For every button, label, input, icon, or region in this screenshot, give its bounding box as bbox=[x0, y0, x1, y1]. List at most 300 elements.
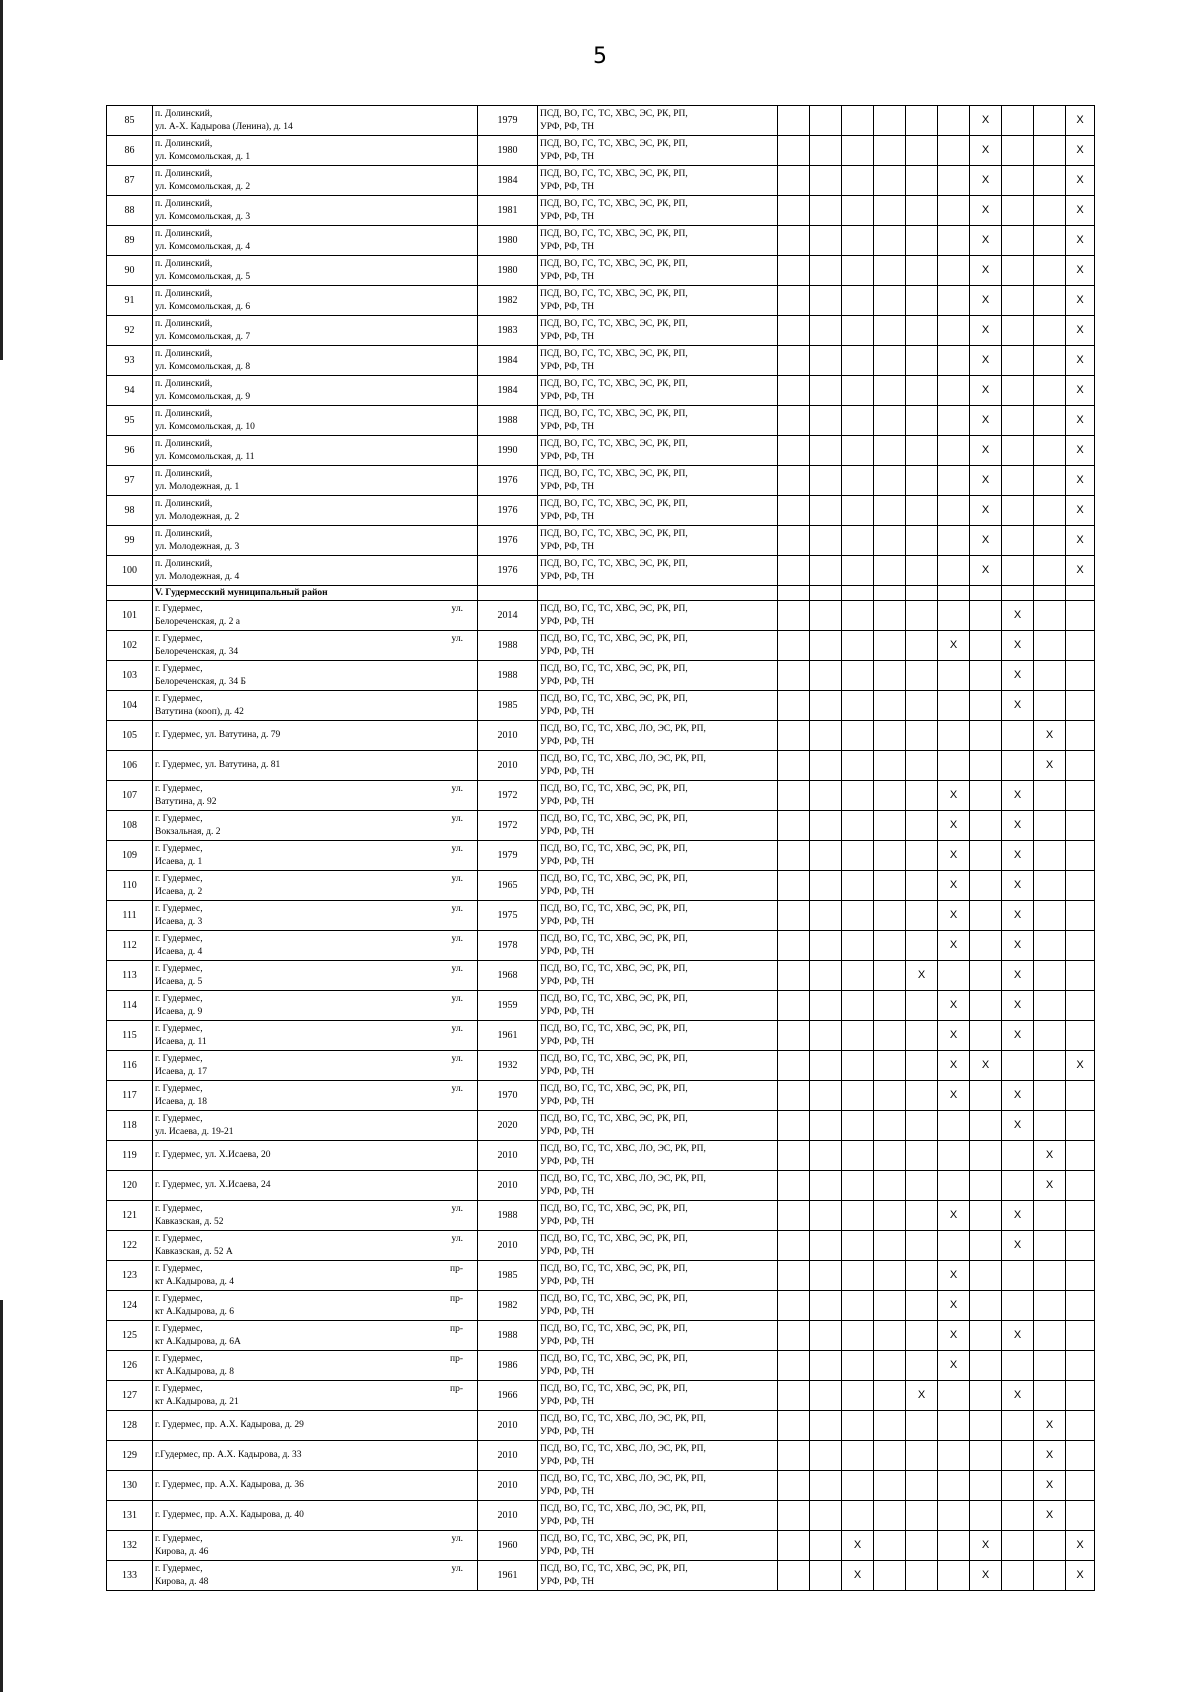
mark-cell bbox=[1002, 1411, 1034, 1441]
mark-cell: X bbox=[1034, 1441, 1066, 1471]
mark-cell bbox=[874, 1261, 906, 1291]
address-locality: г. Гудермес, bbox=[155, 633, 203, 644]
mark-cell bbox=[906, 106, 938, 136]
mark-cell bbox=[842, 1501, 874, 1531]
mark-cell bbox=[842, 136, 874, 166]
systems-line-2: УРФ, РФ, ТН bbox=[540, 1006, 595, 1017]
row-number: 100 bbox=[107, 556, 153, 586]
systems-cell bbox=[538, 286, 778, 316]
mark-cell bbox=[906, 256, 938, 286]
mark-cell bbox=[970, 1411, 1002, 1441]
mark-cell: X bbox=[1034, 1501, 1066, 1531]
mark-cell bbox=[842, 631, 874, 661]
row-number: 98 bbox=[107, 496, 153, 526]
address-line: г. Гудермес, ул. Ватутина, д. 79 bbox=[155, 730, 281, 740]
systems-line-2: УРФ, РФ, ТН bbox=[540, 1066, 595, 1077]
mark-cell bbox=[970, 1111, 1002, 1141]
mark-cell bbox=[1034, 346, 1066, 376]
address-line-1 bbox=[155, 168, 477, 181]
address-street-type: ул. bbox=[451, 633, 463, 644]
address-line: г. Гудермес, ул. Ватутина, д. 81 bbox=[155, 760, 281, 770]
mark-cell bbox=[842, 556, 874, 586]
mark-cell bbox=[810, 1381, 842, 1411]
address-line-1 bbox=[155, 1353, 477, 1366]
year-cell: 1990 bbox=[478, 436, 538, 466]
systems-cell bbox=[538, 346, 778, 376]
mark-cell: X bbox=[1066, 1051, 1095, 1081]
mark-cell: X bbox=[1002, 1231, 1034, 1261]
mark-cell bbox=[970, 961, 1002, 991]
mark-cell bbox=[842, 1141, 874, 1171]
address-cell bbox=[153, 751, 478, 781]
systems-line-1: ПСД, ВО, ГС, ТС, ХВС, ЭС, РК, РП, bbox=[540, 1323, 688, 1334]
mark-cell: X bbox=[1066, 436, 1095, 466]
systems-line-1: ПСД, ВО, ГС, ТС, ХВС, ЭС, РК, РП, bbox=[540, 288, 688, 299]
address-line-2: ул. Комсомольская, д. 5 bbox=[155, 271, 251, 282]
mark-cell bbox=[778, 526, 810, 556]
address-locality: г. Гудермес, bbox=[155, 663, 203, 674]
systems-line-1: ПСД, ВО, ГС, ТС, ХВС, ЛО, ЭС, РК, РП, bbox=[540, 1143, 706, 1154]
mark-cell bbox=[874, 556, 906, 586]
mark-cell bbox=[842, 781, 874, 811]
address-line-1 bbox=[155, 378, 477, 391]
mark-cell bbox=[906, 751, 938, 781]
address-line-1 bbox=[155, 873, 477, 886]
mark-cell: X bbox=[970, 526, 1002, 556]
mark-cell bbox=[1002, 466, 1034, 496]
mark-cell bbox=[938, 601, 970, 631]
mark-cell bbox=[842, 1441, 874, 1471]
address-locality: п. Долинский, bbox=[155, 288, 213, 299]
systems-line-1: ПСД, ВО, ГС, ТС, ХВС, ЭС, РК, РП, bbox=[540, 693, 688, 704]
mark-cell bbox=[810, 1501, 842, 1531]
row-number: 91 bbox=[107, 286, 153, 316]
systems-line-2: УРФ, РФ, ТН bbox=[540, 271, 595, 282]
table-row bbox=[107, 346, 1095, 376]
mark-cell bbox=[810, 316, 842, 346]
mark-cell: X bbox=[970, 286, 1002, 316]
systems-cell bbox=[538, 136, 778, 166]
mark-cell bbox=[810, 256, 842, 286]
mark-cell bbox=[874, 631, 906, 661]
mark-cell: X bbox=[1066, 496, 1095, 526]
address-line-2: Белореченская, д. 2 а bbox=[155, 616, 240, 627]
address-street-type: ул. bbox=[451, 1083, 463, 1094]
mark-cell bbox=[778, 781, 810, 811]
systems-cell bbox=[538, 1561, 778, 1591]
row-number: 93 bbox=[107, 346, 153, 376]
address-line-1 bbox=[155, 1293, 477, 1306]
address-cell bbox=[153, 346, 478, 376]
mark-cell bbox=[1066, 1291, 1095, 1321]
mark-cell bbox=[874, 526, 906, 556]
mark-cell bbox=[810, 1441, 842, 1471]
address-line-2: Исаева, д. 4 bbox=[155, 946, 203, 957]
mark-cell: X bbox=[1002, 841, 1034, 871]
systems-line-1: ПСД, ВО, ГС, ТС, ХВС, ЭС, РК, РП, bbox=[540, 258, 688, 269]
mark-cell bbox=[874, 1321, 906, 1351]
row-number: 97 bbox=[107, 466, 153, 496]
mark-cell bbox=[810, 1561, 842, 1591]
systems-line-2: УРФ, РФ, ТН bbox=[540, 976, 595, 987]
systems-line-2: УРФ, РФ, ТН bbox=[540, 1246, 595, 1257]
year-cell: 1988 bbox=[478, 1201, 538, 1231]
address-cell bbox=[153, 631, 478, 661]
mark-cell bbox=[810, 1531, 842, 1561]
row-number: 94 bbox=[107, 376, 153, 406]
address-street-type: пр- bbox=[450, 1353, 463, 1364]
mark-cell bbox=[1002, 436, 1034, 466]
row-number: 108 bbox=[107, 811, 153, 841]
mark-cell bbox=[842, 841, 874, 871]
mark-cell bbox=[970, 1501, 1002, 1531]
mark-cell bbox=[1034, 226, 1066, 256]
mark-cell bbox=[970, 811, 1002, 841]
systems-line-1: ПСД, ВО, ГС, ТС, ХВС, ЛО, ЭС, РК, РП, bbox=[540, 753, 706, 764]
address-cell bbox=[153, 811, 478, 841]
row-number: 132 bbox=[107, 1531, 153, 1561]
mark-cell bbox=[938, 376, 970, 406]
mark-cell: X bbox=[1066, 346, 1095, 376]
table-row bbox=[107, 406, 1095, 436]
systems-line-2: УРФ, РФ, ТН bbox=[540, 361, 595, 372]
row-number: 96 bbox=[107, 436, 153, 466]
address-cell bbox=[153, 601, 478, 631]
address-locality: п. Долинский, bbox=[155, 468, 213, 479]
table-row bbox=[107, 991, 1095, 1021]
mark-cell: X bbox=[1066, 316, 1095, 346]
address-line-2: Исаева, д. 9 bbox=[155, 1006, 203, 1017]
year-cell: 1972 bbox=[478, 811, 538, 841]
systems-line-1: ПСД, ВО, ГС, ТС, ХВС, ЭС, РК, РП, bbox=[540, 498, 688, 509]
mark-cell bbox=[938, 1111, 970, 1141]
mark-cell bbox=[874, 196, 906, 226]
year-cell: 1984 bbox=[478, 346, 538, 376]
systems-line-2: УРФ, РФ, ТН bbox=[540, 616, 595, 627]
address-line-1 bbox=[155, 783, 477, 796]
address-cell bbox=[153, 1231, 478, 1261]
mark-cell bbox=[906, 1051, 938, 1081]
mark-cell bbox=[1066, 1381, 1095, 1411]
systems-line-1: ПСД, ВО, ГС, ТС, ХВС, ЭС, РК, РП, bbox=[540, 318, 688, 329]
mark-cell bbox=[1066, 1231, 1095, 1261]
mark-cell bbox=[842, 376, 874, 406]
mark-cell bbox=[842, 256, 874, 286]
mark-cell bbox=[874, 1021, 906, 1051]
table-row bbox=[107, 871, 1095, 901]
address-locality: п. Долинский, bbox=[155, 228, 213, 239]
mark-cell: X bbox=[938, 1351, 970, 1381]
row-number: 106 bbox=[107, 751, 153, 781]
table-row bbox=[107, 466, 1095, 496]
address-line-1 bbox=[155, 198, 477, 211]
mark-cell bbox=[1034, 496, 1066, 526]
mark-cell bbox=[874, 436, 906, 466]
address-line-2: Исаева, д. 2 bbox=[155, 886, 203, 897]
address-cell bbox=[153, 166, 478, 196]
address-locality: п. Долинский, bbox=[155, 168, 213, 179]
systems-cell bbox=[538, 721, 778, 751]
address-cell bbox=[153, 841, 478, 871]
address-line-2: Исаева, д. 18 bbox=[155, 1096, 208, 1107]
mark-cell bbox=[970, 871, 1002, 901]
mark-cell bbox=[842, 406, 874, 436]
mark-cell bbox=[970, 1291, 1002, 1321]
mark-cell bbox=[778, 661, 810, 691]
mark-cell bbox=[778, 631, 810, 661]
mark-cell bbox=[906, 721, 938, 751]
address-street-type: ул. bbox=[451, 603, 463, 614]
address-line-1 bbox=[155, 138, 477, 151]
mark-cell bbox=[810, 1111, 842, 1141]
section-num-cell bbox=[107, 586, 153, 601]
mark-cell bbox=[1034, 631, 1066, 661]
mark-cell bbox=[778, 166, 810, 196]
mark-cell bbox=[938, 1441, 970, 1471]
address-locality: п. Долинский, bbox=[155, 348, 213, 359]
address-line-1 bbox=[155, 438, 477, 451]
mark-cell bbox=[810, 1231, 842, 1261]
mark-cell bbox=[810, 496, 842, 526]
systems-cell bbox=[538, 931, 778, 961]
mark-cell bbox=[906, 286, 938, 316]
table-row bbox=[107, 1441, 1095, 1471]
mark-cell bbox=[778, 961, 810, 991]
table-row bbox=[107, 1381, 1095, 1411]
address-line-1 bbox=[155, 258, 477, 271]
mark-cell bbox=[1066, 1321, 1095, 1351]
mark-cell bbox=[906, 226, 938, 256]
mark-cell bbox=[1002, 526, 1034, 556]
mark-cell bbox=[874, 1501, 906, 1531]
year-cell: 1980 bbox=[478, 226, 538, 256]
address-cell bbox=[153, 1381, 478, 1411]
systems-cell bbox=[538, 1381, 778, 1411]
address-line-2: Исаева, д. 17 bbox=[155, 1066, 208, 1077]
address-line-1 bbox=[155, 963, 477, 976]
mark-cell bbox=[938, 526, 970, 556]
address-line-1 bbox=[155, 1023, 477, 1036]
mark-cell bbox=[1034, 406, 1066, 436]
mark-cell bbox=[1066, 781, 1095, 811]
systems-cell bbox=[538, 961, 778, 991]
mark-cell: X bbox=[1002, 661, 1034, 691]
address-cell bbox=[153, 1081, 478, 1111]
address-cell bbox=[153, 1351, 478, 1381]
year-cell: 2010 bbox=[478, 1141, 538, 1171]
year-cell: 1960 bbox=[478, 1531, 538, 1561]
address-line: г.Гудермес, пр. А.Х. Кадырова, д. 33 bbox=[155, 1450, 302, 1460]
mark-cell bbox=[810, 1051, 842, 1081]
mark-cell: X bbox=[906, 961, 938, 991]
mark-cell bbox=[810, 226, 842, 256]
year-cell: 1984 bbox=[478, 166, 538, 196]
mark-cell bbox=[874, 466, 906, 496]
mark-cell bbox=[1002, 1291, 1034, 1321]
mark-cell bbox=[1002, 166, 1034, 196]
address-line-2: Кавказская, д. 52 bbox=[155, 1216, 224, 1227]
mark-cell: X bbox=[1002, 811, 1034, 841]
systems-line-1: ПСД, ВО, ГС, ТС, ХВС, ЭС, РК, РП, bbox=[540, 603, 688, 614]
mark-cell bbox=[810, 811, 842, 841]
address-cell bbox=[153, 316, 478, 346]
year-cell: 1988 bbox=[478, 1321, 538, 1351]
mark-cell bbox=[1034, 436, 1066, 466]
mark-cell: X bbox=[1034, 1471, 1066, 1501]
mark-cell bbox=[874, 1351, 906, 1381]
mark-cell bbox=[1034, 466, 1066, 496]
address-cell bbox=[153, 781, 478, 811]
mark-cell bbox=[810, 526, 842, 556]
mark-cell bbox=[906, 691, 938, 721]
systems-line-2: УРФ, РФ, ТН bbox=[540, 1186, 595, 1197]
address-line-1 bbox=[155, 1383, 477, 1396]
address-locality: г. Гудермес, bbox=[155, 843, 203, 854]
address-locality: г. Гудермес, bbox=[155, 693, 203, 704]
mark-cell bbox=[1034, 1321, 1066, 1351]
systems-cell bbox=[538, 871, 778, 901]
mark-cell bbox=[906, 1531, 938, 1561]
mark-cell bbox=[842, 871, 874, 901]
mark-cell bbox=[778, 691, 810, 721]
address-locality: г. Гудермес, bbox=[155, 1113, 203, 1124]
systems-line-2: УРФ, РФ, ТН bbox=[540, 1096, 595, 1107]
table-row bbox=[107, 751, 1095, 781]
mark-cell bbox=[874, 1291, 906, 1321]
address-street-type: ул. bbox=[451, 903, 463, 914]
systems-line-2: УРФ, РФ, ТН bbox=[540, 946, 595, 957]
systems-cell bbox=[538, 1081, 778, 1111]
mark-cell bbox=[1034, 811, 1066, 841]
systems-cell bbox=[538, 556, 778, 586]
mark-cell bbox=[906, 901, 938, 931]
address-cell bbox=[153, 256, 478, 286]
mark-cell bbox=[938, 466, 970, 496]
systems-cell bbox=[538, 691, 778, 721]
table-row bbox=[107, 691, 1095, 721]
systems-cell bbox=[538, 1111, 778, 1141]
mark-cell bbox=[1034, 196, 1066, 226]
mark-cell bbox=[938, 1171, 970, 1201]
address-line-1 bbox=[155, 318, 477, 331]
table-row bbox=[107, 496, 1095, 526]
address-locality: г. Гудермес, bbox=[155, 1383, 203, 1394]
row-number: 116 bbox=[107, 1051, 153, 1081]
mark-cell bbox=[810, 931, 842, 961]
table-row bbox=[107, 316, 1095, 346]
mark-cell bbox=[810, 751, 842, 781]
mark-cell bbox=[810, 631, 842, 661]
mark-cell bbox=[778, 286, 810, 316]
table-row bbox=[107, 1501, 1095, 1531]
year-cell: 1988 bbox=[478, 631, 538, 661]
mark-cell bbox=[1066, 811, 1095, 841]
table-row bbox=[107, 841, 1095, 871]
mark-cell bbox=[810, 961, 842, 991]
year-cell: 1986 bbox=[478, 1351, 538, 1381]
mark-cell bbox=[1002, 1471, 1034, 1501]
mark-cell bbox=[778, 751, 810, 781]
mark-cell bbox=[1034, 1231, 1066, 1261]
address-locality: п. Долинский, bbox=[155, 438, 213, 449]
mark-cell bbox=[1066, 961, 1095, 991]
mark-cell bbox=[970, 631, 1002, 661]
mark-cell bbox=[906, 1081, 938, 1111]
table-row bbox=[107, 811, 1095, 841]
systems-line-1: ПСД, ВО, ГС, ТС, ХВС, ЭС, РК, РП, bbox=[540, 198, 688, 209]
address-cell bbox=[153, 226, 478, 256]
mark-cell bbox=[1066, 871, 1095, 901]
mark-cell: X bbox=[970, 406, 1002, 436]
address-street-type: ул. bbox=[451, 1533, 463, 1544]
systems-line-1: ПСД, ВО, ГС, ТС, ХВС, ЭС, РК, РП, bbox=[540, 1383, 688, 1394]
mark-cell bbox=[778, 1381, 810, 1411]
systems-line-1: ПСД, ВО, ГС, ТС, ХВС, ЛО, ЭС, РК, РП, bbox=[540, 1473, 706, 1484]
mark-cell bbox=[842, 1021, 874, 1051]
systems-line-2: УРФ, РФ, ТН bbox=[540, 541, 595, 552]
row-number: 115 bbox=[107, 1021, 153, 1051]
mark-cell bbox=[1002, 376, 1034, 406]
row-number: 104 bbox=[107, 691, 153, 721]
address-line-2: Исаева, д. 1 bbox=[155, 856, 203, 867]
mark-cell bbox=[842, 1081, 874, 1111]
mark-cell: X bbox=[938, 901, 970, 931]
address-line: г. Гудермес, пр. А.Х. Кадырова, д. 29 bbox=[155, 1420, 304, 1430]
address-locality: г. Гудермес, bbox=[155, 1023, 203, 1034]
mark-cell bbox=[842, 1351, 874, 1381]
section-header bbox=[107, 586, 1095, 601]
mark-cell bbox=[842, 1201, 874, 1231]
mark-cell bbox=[810, 136, 842, 166]
mark-cell bbox=[1034, 601, 1066, 631]
mark-cell bbox=[1002, 1141, 1034, 1171]
mark-cell bbox=[778, 871, 810, 901]
address-line-1 bbox=[155, 603, 477, 616]
mark-cell: X bbox=[938, 841, 970, 871]
year-cell: 1976 bbox=[478, 496, 538, 526]
address-cell bbox=[153, 901, 478, 931]
mark-cell: X bbox=[1066, 466, 1095, 496]
address-street-type: пр- bbox=[450, 1263, 463, 1274]
address-cell bbox=[153, 556, 478, 586]
address-cell bbox=[153, 991, 478, 1021]
year-cell: 1979 bbox=[478, 841, 538, 871]
systems-line-1: ПСД, ВО, ГС, ТС, ХВС, ЭС, РК, РП, bbox=[540, 1533, 688, 1544]
systems-cell bbox=[538, 1291, 778, 1321]
mark-cell bbox=[906, 316, 938, 346]
address-street-type: ул. bbox=[451, 1233, 463, 1244]
year-cell: 1968 bbox=[478, 961, 538, 991]
mark-cell bbox=[1034, 1051, 1066, 1081]
address-line-2: ул. Комсомольская, д. 2 bbox=[155, 181, 251, 192]
systems-cell bbox=[538, 601, 778, 631]
table-row bbox=[107, 1021, 1095, 1051]
mark-cell bbox=[842, 751, 874, 781]
mark-cell bbox=[938, 346, 970, 376]
systems-line-1: ПСД, ВО, ГС, ТС, ХВС, ЭС, РК, РП, bbox=[540, 1113, 688, 1124]
mark-cell bbox=[906, 526, 938, 556]
address-line-2: кт А.Кадырова, д. 4 bbox=[155, 1276, 235, 1287]
address-line-2: ул. Молодежная, д. 2 bbox=[155, 511, 240, 522]
systems-line-1: ПСД, ВО, ГС, ТС, ХВС, ЛО, ЭС, РК, РП, bbox=[540, 1173, 706, 1184]
mark-cell: X bbox=[1066, 556, 1095, 586]
mark-cell bbox=[778, 1171, 810, 1201]
mark-cell bbox=[842, 106, 874, 136]
mark-cell bbox=[906, 1111, 938, 1141]
systems-line-2: УРФ, РФ, ТН bbox=[540, 1486, 595, 1497]
address-line-2: Кавказская, д. 52 А bbox=[155, 1246, 233, 1257]
mark-cell bbox=[842, 436, 874, 466]
